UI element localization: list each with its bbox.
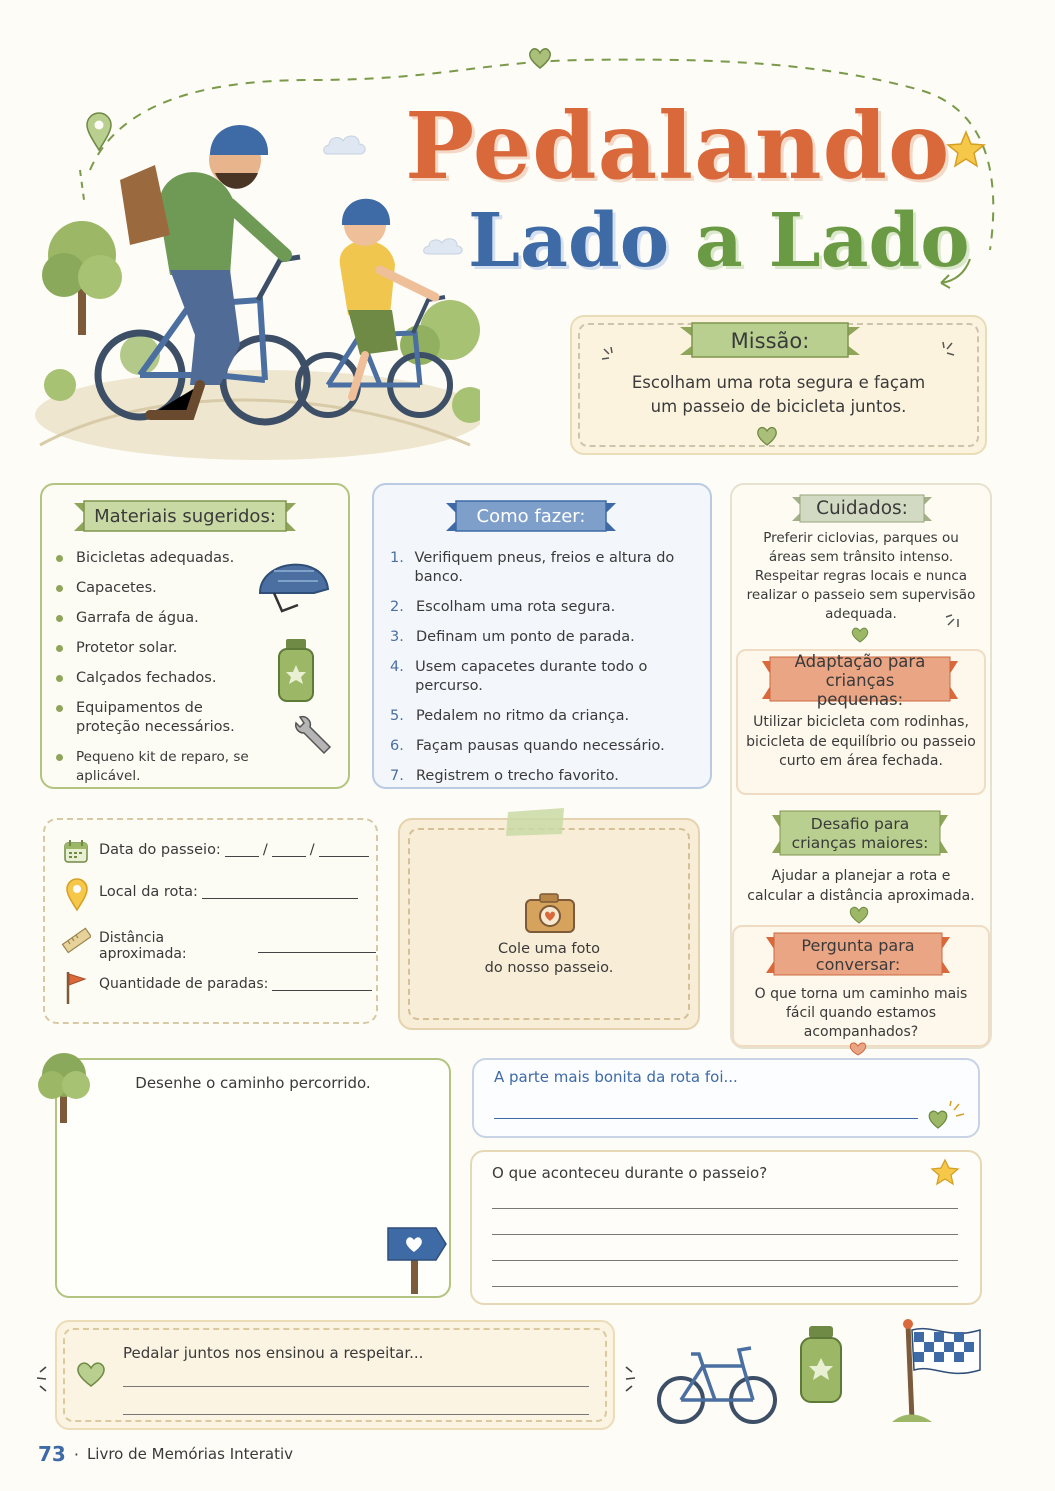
what-happened-prompt: O que aconteceu durante o passeio? — [492, 1164, 768, 1182]
place-field[interactable] — [99, 884, 358, 900]
footer — [38, 1442, 293, 1466]
list-item: Protetor solar. — [56, 639, 306, 658]
howto-heading: Como fazer: — [446, 499, 616, 535]
answer-line[interactable] — [494, 1118, 918, 1119]
star-icon — [930, 1158, 960, 1186]
book-title: Livro de Memórias Interativ — [86, 1445, 294, 1463]
bicycle-icon — [655, 1340, 780, 1430]
stops-label: Quantidade de paradas: — [99, 976, 269, 992]
flag-icon — [63, 970, 89, 1006]
sparkle-icon — [600, 345, 622, 367]
heart-icon — [926, 1100, 970, 1132]
distance-label: Distância aproximada: — [99, 930, 187, 962]
location-pin-icon — [65, 878, 89, 912]
page-title-line1: Pedalando — [405, 92, 951, 200]
distance-field[interactable] — [99, 930, 376, 962]
mission-heading: Missão: — [680, 321, 860, 361]
arrow-icon — [935, 255, 975, 290]
sparkle-icon — [34, 1364, 50, 1394]
heart-icon — [75, 1358, 107, 1388]
answer-line[interactable] — [492, 1234, 958, 1235]
star-icon — [946, 130, 986, 168]
mission-card — [570, 315, 987, 455]
title-word-lado-2: Lado — [768, 198, 970, 284]
page-title-line2 — [468, 198, 970, 284]
answer-line[interactable] — [123, 1386, 589, 1387]
date-field[interactable]: Data do passeio: / / — [99, 842, 369, 858]
best-part-prompt: A parte mais bonita da rota foi... — [494, 1068, 738, 1086]
respect-prompt: Pedalar juntos nos ensinou a respeitar... — [123, 1344, 424, 1362]
heart-icon — [848, 1041, 868, 1057]
water-bottle-icon — [274, 635, 320, 705]
list-item: Capacetes. — [56, 579, 306, 598]
challenge-heading: Desafio para crianças maiores: — [772, 809, 948, 859]
wrench-icon — [288, 713, 334, 759]
adapt-text: Utilizar bicicleta com rodinhas, bicicleta de equilíbrio ou passeio curto em área fechada. — [746, 714, 976, 769]
calendar-icon — [63, 838, 89, 864]
answer-line[interactable] — [492, 1260, 958, 1261]
adapt-heading: Adaptação para crianças pequenas: — [762, 655, 958, 705]
list-item: Pequeno kit de reparo, se aplicável. — [56, 748, 306, 786]
list-item: 2. Escolham uma rota segura. — [390, 599, 616, 615]
care-heading: Cuidados: — [792, 493, 932, 525]
list-item: 1. Verifiquem pneus, freios e altura do banco. — [390, 550, 675, 585]
list-item: 3. Definam um ponto de parada. — [390, 629, 635, 645]
respect-card[interactable] — [55, 1320, 615, 1430]
materials-heading: Materiais sugeridos: — [74, 499, 296, 535]
draw-prompt: Desenhe o caminho percorrido. — [135, 1074, 371, 1092]
sparkle-icon — [622, 1364, 638, 1394]
stops-field[interactable] — [99, 976, 372, 992]
care-text: Preferir ciclovias, parques ou áreas sem trânsito intenso. Respeitar regras locais e nunca realizar o passeio sem supervisão adequada. — [746, 530, 976, 622]
list-item: 6. Façam pausas quando necessário. — [390, 738, 665, 754]
question-text: O que torna um caminho mais fácil quando estamos acompanhados? — [754, 986, 968, 1040]
list-item: 4. Usem capacetes durante todo o percurso. — [390, 659, 648, 694]
best-part-card[interactable] — [472, 1058, 980, 1138]
list-item: 7. Registrem o trecho favorito. — [390, 768, 619, 784]
sparkle-icon — [934, 339, 956, 363]
answer-line[interactable] — [492, 1286, 958, 1287]
info-card — [43, 818, 378, 1024]
sparkle-icon — [944, 607, 968, 631]
question-heading: Pergunta para conversar: — [766, 931, 950, 979]
footer-dot: · — [73, 1444, 79, 1464]
checkered-flag-icon — [888, 1318, 988, 1428]
title-word-lado-1: Lado — [468, 198, 670, 284]
tree-icon — [36, 1045, 92, 1125]
materials-card — [40, 483, 350, 789]
tips-column — [730, 483, 992, 1049]
page-number: 73 — [38, 1442, 66, 1466]
list-item: Equipamentos de proteção necessários. — [56, 699, 256, 737]
howto-card — [372, 483, 712, 789]
ruler-icon — [61, 926, 91, 956]
title-word-a: a — [694, 198, 743, 284]
answer-line[interactable] — [492, 1208, 958, 1209]
date-label: Data do passeio: — [99, 842, 221, 858]
place-label: Local da rota: — [99, 884, 198, 900]
camera-icon — [524, 892, 576, 934]
tape-decoration — [504, 808, 568, 838]
water-bottle-icon — [795, 1322, 847, 1407]
list-item: Bicicletas adequadas. — [56, 549, 306, 568]
heart-signpost-icon — [384, 1216, 450, 1296]
what-happened-card[interactable] — [470, 1150, 982, 1305]
helmet-icon — [254, 549, 334, 619]
list-item: 5. Pedalem no ritmo da criança. — [390, 708, 630, 724]
photo-placeholder[interactable] — [398, 818, 700, 1030]
challenge-text: Ajudar a planejar a rota e calcular a distância aproximada. — [747, 868, 975, 904]
heart-icon — [848, 905, 870, 925]
heart-icon — [850, 626, 870, 644]
heart-icon — [527, 46, 553, 70]
photo-caption: Cole uma foto do nosso passeio. — [484, 941, 614, 976]
mission-text: Escolham uma rota segura e façam um passeio de bicicleta juntos. — [631, 373, 926, 416]
list-item: Garrafa de água. — [56, 609, 306, 628]
list-item: Calçados fechados. — [56, 669, 306, 688]
heart-icon — [755, 425, 779, 447]
answer-line[interactable] — [123, 1414, 589, 1415]
howto-steps — [390, 549, 710, 797]
